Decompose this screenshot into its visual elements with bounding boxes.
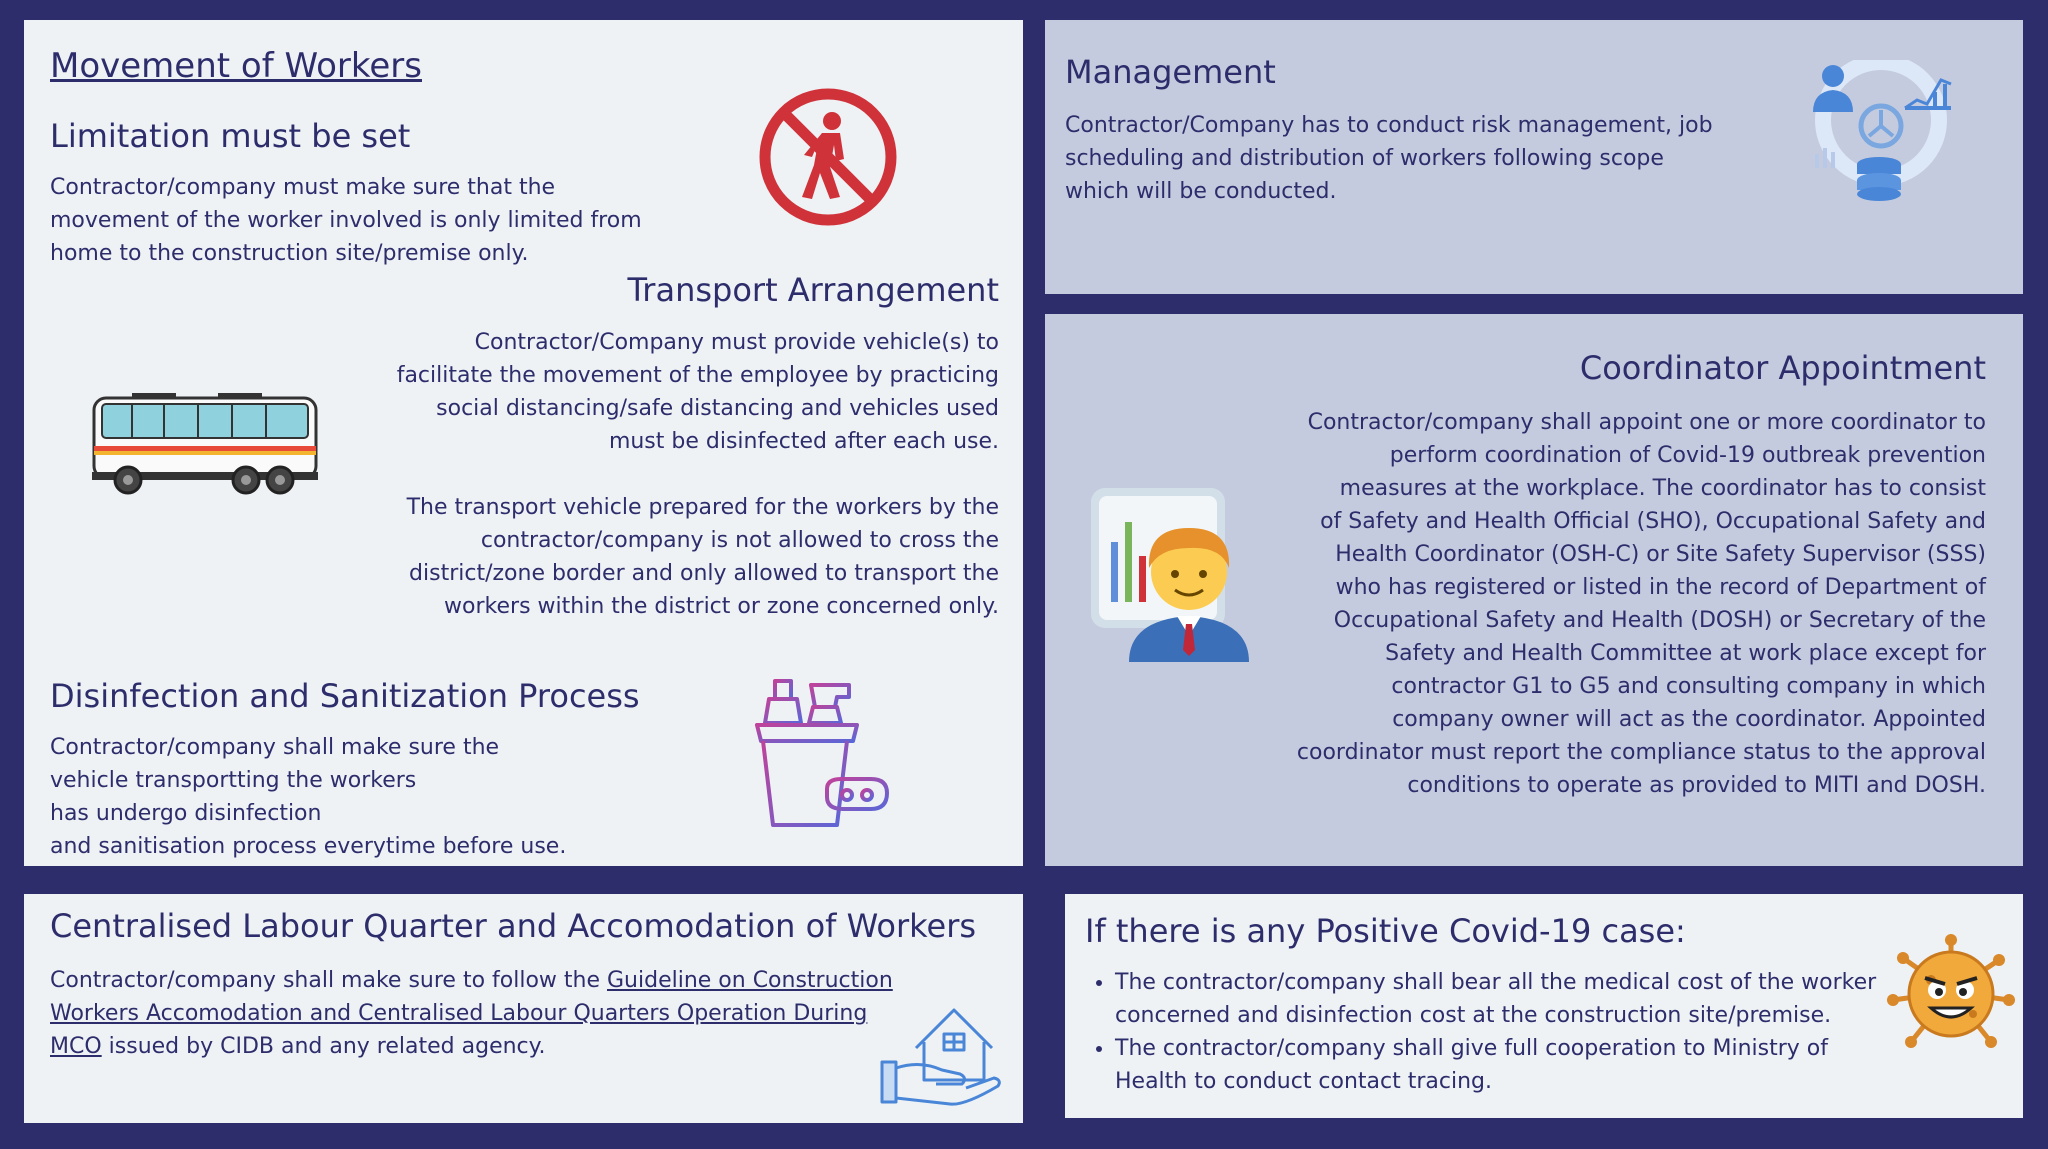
transport-line: workers within the district or zone concerned only. [444,594,999,619]
labour-panel [24,894,1023,1123]
labour-line-3 [50,1030,893,1063]
covid-bullet [1115,966,1876,1032]
management-line: scheduling and distribution of workers following scope [1065,146,1664,171]
limitation-title: Limitation must be set [50,117,411,155]
coordinator-line: perform coordination of Covid-19 outbreak prevention [1389,443,1986,468]
limitation-line: movement of the worker involved is only limited from [50,208,642,233]
disinfection-line: has undergo disinfection [50,801,322,826]
labour-line-1 [50,964,893,997]
guideline-link[interactable]: MCO [50,1034,102,1059]
limitation-text [50,171,642,270]
coordinator-person-icon [1089,486,1261,662]
transport-line: Contractor/Company must provide vehicle(s) to [474,330,999,355]
covid-bullet-line: Health to conduct contact tracing. [1115,1069,1493,1094]
covid-title: If there is any Positive Covid-19 case: [1085,912,1686,950]
transport-title: Transport Arrangement [627,271,999,309]
coordinator-line: of Safety and Health Official (SHO), Occupational Safety and [1320,509,1986,534]
virus-icon [1887,934,2015,1052]
coordinator-line: company owner will act as the coordinator. Appointed [1392,707,1986,732]
covid-bullet-line: concerned and disinfection cost at the construction site/premise. [1115,1003,1832,1028]
coordinator-line: contractor G1 to G5 and consulting company in which [1391,674,1986,699]
labour-text-segment: Contractor/company shall make sure to follow the [50,968,607,993]
coordinator-text [1297,406,1986,802]
limitation-line: home to the construction site/premise only. [50,241,529,266]
transport-line: facilitate the movement of the employee by practicing [396,363,999,388]
movement-heading: Movement of Workers [50,46,422,86]
transport-para1 [397,326,999,458]
disinfection-title: Disinfection and Sanitization Process [50,677,640,715]
guideline-link[interactable]: Guideline on Construction [607,968,893,993]
labour-title: Centralised Labour Quarter and Accomodation of Workers [50,907,977,945]
transport-line: contractor/company is not allowed to cross the [480,528,999,553]
coordinator-line: Occupational Safety and Health (DOSH) or Secretary of the [1333,608,1986,633]
guideline-link[interactable]: Workers Accomodation and Centralised Labour Quarters Operation During [50,1001,868,1026]
covid-bullet [1115,1032,1876,1098]
movement-panel [24,20,1023,866]
coordinator-title: Coordinator Appointment [1579,349,1986,387]
management-text [1065,109,1713,208]
disinfection-text [50,731,566,863]
management-title: Management [1065,53,1276,91]
coordinator-line: measures at the workplace. The coordinator has to consist [1339,476,1986,501]
transport-line: social distancing/safe distancing and vehicles used [436,396,999,421]
management-line: Contractor/Company has to conduct risk management, job [1065,113,1713,138]
coordinator-panel [1045,314,2023,866]
disinfection-line: Contractor/company shall make sure the [50,735,500,760]
management-panel [1045,20,2023,294]
transport-line: must be disinfected after each use. [608,429,999,454]
limitation-line: Contractor/company must make sure that the [50,175,556,200]
transport-line: The transport vehicle prepared for the workers by the [406,495,999,520]
cleaning-supplies-icon [751,675,895,845]
transport-line: district/zone border and only allowed to transport the [409,561,999,586]
bus-icon [88,388,322,498]
labour-line-2 [50,997,893,1030]
covid-list [1085,966,1876,1098]
management-line: which will be conducted. [1065,179,1337,204]
disinfection-line: and sanitisation process everytime before use. [50,834,567,859]
covid-bullet-line: • The contractor/company shall bear all the medical cost of the worker [1115,970,1877,995]
coordinator-line: Health Coordinator (OSH-C) or Site Safety Supervisor (SSS) [1335,542,1986,567]
covid-panel [1065,894,2023,1118]
coordinator-line: Safety and Health Committee at work place except for [1385,641,1986,666]
coordinator-line: who has registered or listed in the record of Department of [1335,575,1986,600]
labour-text-segment: issued by CIDB and any related agency. [101,1034,546,1059]
labour-text [50,964,893,1063]
disinfection-line: vehicle transportting the workers [50,768,417,793]
covid-bullet-line: • The contractor/company shall give full cooperation to Ministry of [1115,1036,1828,1061]
coordinator-line: coordinator must report the compliance status to the approval [1296,740,1986,765]
coordinator-line: conditions to operate as provided to MITI and DOSH. [1407,773,1986,798]
transport-para2 [407,491,999,623]
no-pedestrian-icon [756,85,900,229]
management-analytics-icon [1809,60,1959,220]
coordinator-line: Contractor/company shall appoint one or more coordinator to [1307,410,1986,435]
house-in-hand-icon [880,1004,1002,1110]
